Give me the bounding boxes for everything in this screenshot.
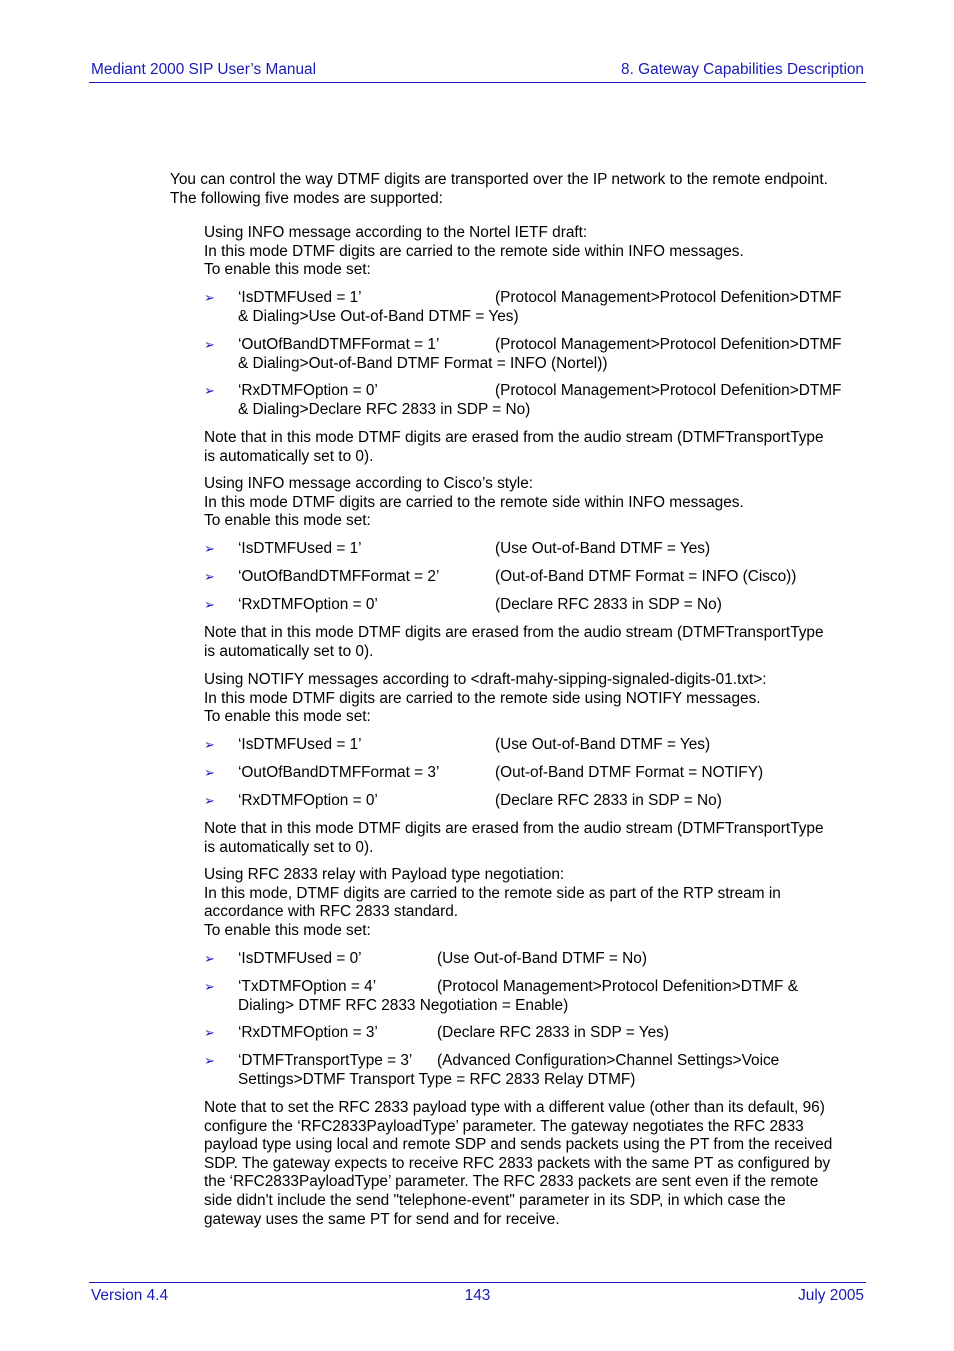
- bullet-parameter: ‘IsDTMFUsed = 0’: [238, 950, 362, 967]
- bullet-parameter: ‘IsDTMFUsed = 1’: [238, 540, 362, 557]
- mode1-note: Note that in this mode DTMF digits are erased from the audio stream (DTMFTransportType is automatically set to 0).: [204, 429, 824, 465]
- intro-paragraph: You can control the way DTMF digits are transported over the IP network to the remote endpoint. The following five modes are supported:: [170, 171, 828, 207]
- page-header: [89, 60, 866, 83]
- bullet-value: (Protocol Management>Protocol Defenition>DTMF: [495, 289, 842, 306]
- footer-date: July 2005: [798, 1287, 864, 1304]
- mode1-description: Using INFO message according to the Nortel IETF draft: In this mode DTMF digits are carried to the remote side within INFO messages. To enable this mode set:: [204, 224, 744, 279]
- arrow-bullet-icon: ➢: [204, 1053, 215, 1068]
- bullet-parameter: ‘OutOfBandDTMFFormat = 2’: [238, 568, 440, 585]
- bullet-value: (Use Out-of-Band DTMF = Yes): [495, 736, 711, 753]
- bullet-value: (Declare RFC 2833 in SDP = No): [495, 792, 722, 809]
- bullet-parameter: ‘RxDTMFOption = 3’: [238, 1024, 378, 1041]
- bullet-continuation: & Dialing>Out-of-Band DTMF Format = INFO (Nortel)): [238, 354, 608, 372]
- bullet-parameter: ‘DTMFTransportType = 3’: [238, 1052, 413, 1069]
- arrow-bullet-icon: ➢: [204, 337, 215, 352]
- bullet-continuation: & Dialing>Declare RFC 2833 in SDP = No): [238, 400, 531, 418]
- arrow-bullet-icon: ➢: [204, 765, 215, 780]
- bullet-value: (Declare RFC 2833 in SDP = No): [495, 596, 722, 613]
- arrow-bullet-icon: ➢: [204, 951, 215, 966]
- mode3-description: Using NOTIFY messages according to <draft-mahy-sipping-signaled-digits-01.txt>: In this mode DTMF digits are carried to the remote side using NOTIFY messages. To enable this mode set:: [204, 671, 767, 726]
- mode2-note: Note that in this mode DTMF digits are erased from the audio stream (DTMFTransportType is automatically set to 0).: [204, 624, 824, 660]
- arrow-bullet-icon: ➢: [204, 597, 215, 612]
- bullet-value: (Out-of-Band DTMF Format = INFO (Cisco)): [495, 568, 797, 585]
- arrow-bullet-icon: ➢: [204, 290, 215, 305]
- page-footer: [89, 1282, 866, 1304]
- bullet-value: (Protocol Management>Protocol Defenition>DTMF: [495, 382, 842, 399]
- arrow-bullet-icon: ➢: [204, 979, 215, 994]
- header-manual-title: Mediant 2000 SIP User’s Manual: [91, 61, 317, 78]
- bullet-value: (Protocol Management>Protocol Defenition>DTMF: [495, 336, 842, 353]
- mode3-note: Note that in this mode DTMF digits are erased from the audio stream (DTMFTransportType is automatically set to 0).: [204, 820, 824, 856]
- bullet-parameter: ‘OutOfBandDTMFFormat = 1’: [238, 336, 440, 353]
- mode4-description: Using RFC 2833 relay with Payload type negotiation: In this mode, DTMF digits are carried to the remote side as part of the RTP stream in accordance with RFC 2833 standard. To enable this mode set:: [204, 866, 781, 939]
- mode4-note: Note that to set the RFC 2833 payload type with a different value (other than its default, 96) configure the ‘RFC2833PayloadType’ parameter. The gateway negotiates the RFC 2833 payload type using local and remote SDP and sends packets using the PT from the received SDP. The gateway expects to receive RFC 2833 packets with the same PT as configured by the ‘RFC2833PayloadType’ parameter. The RFC 2833 packets are sent even if the remote side didn't include the send "telephone-event" parameter in its SDP, in which case the gateway uses the same PT for send and for receive.: [204, 1099, 833, 1228]
- arrow-bullet-icon: ➢: [204, 793, 215, 808]
- bullet-value: (Use Out-of-Band DTMF = Yes): [495, 540, 711, 557]
- bullet-value: (Protocol Management>Protocol Defenition>DTMF &: [437, 978, 798, 995]
- bullet-value: (Advanced Configuration>Channel Settings>Voice: [437, 1052, 780, 1069]
- mode2-description: Using INFO message according to Cisco’s style: In this mode DTMF digits are carried to the remote side within INFO messages. To enable this mode set:: [204, 475, 744, 530]
- bullet-continuation: Settings>DTMF Transport Type = RFC 2833 Relay DTMF): [238, 1070, 636, 1088]
- header-chapter-title: 8. Gateway Capabilities Description: [621, 61, 864, 78]
- bullet-value: (Use Out-of-Band DTMF = No): [437, 950, 647, 967]
- arrow-bullet-icon: ➢: [204, 383, 215, 398]
- bullet-value: (Out-of-Band DTMF Format = NOTIFY): [495, 764, 764, 781]
- arrow-bullet-icon: ➢: [204, 737, 215, 752]
- bullet-parameter: ‘IsDTMFUsed = 1’: [238, 736, 362, 753]
- arrow-bullet-icon: ➢: [204, 541, 215, 556]
- page-number: 143: [464, 1287, 491, 1304]
- bullet-parameter: ‘IsDTMFUsed = 1’: [238, 289, 362, 306]
- arrow-bullet-icon: ➢: [204, 569, 215, 584]
- bullet-parameter: ‘RxDTMFOption = 0’: [238, 596, 378, 613]
- bullet-parameter: ‘OutOfBandDTMFFormat = 3’: [238, 764, 440, 781]
- bullet-continuation: & Dialing>Use Out-of-Band DTMF = Yes): [238, 307, 519, 325]
- arrow-bullet-icon: ➢: [204, 1025, 215, 1040]
- bullet-value: (Declare RFC 2833 in SDP = Yes): [437, 1024, 669, 1041]
- bullet-parameter: ‘RxDTMFOption = 0’: [238, 382, 378, 399]
- footer-version: Version 4.4: [91, 1287, 169, 1304]
- bullet-continuation: Dialing> DTMF RFC 2833 Negotiation = Enable): [238, 996, 569, 1014]
- bullet-parameter: ‘TxDTMFOption = 4’: [238, 978, 377, 995]
- bullet-parameter: ‘RxDTMFOption = 0’: [238, 792, 378, 809]
